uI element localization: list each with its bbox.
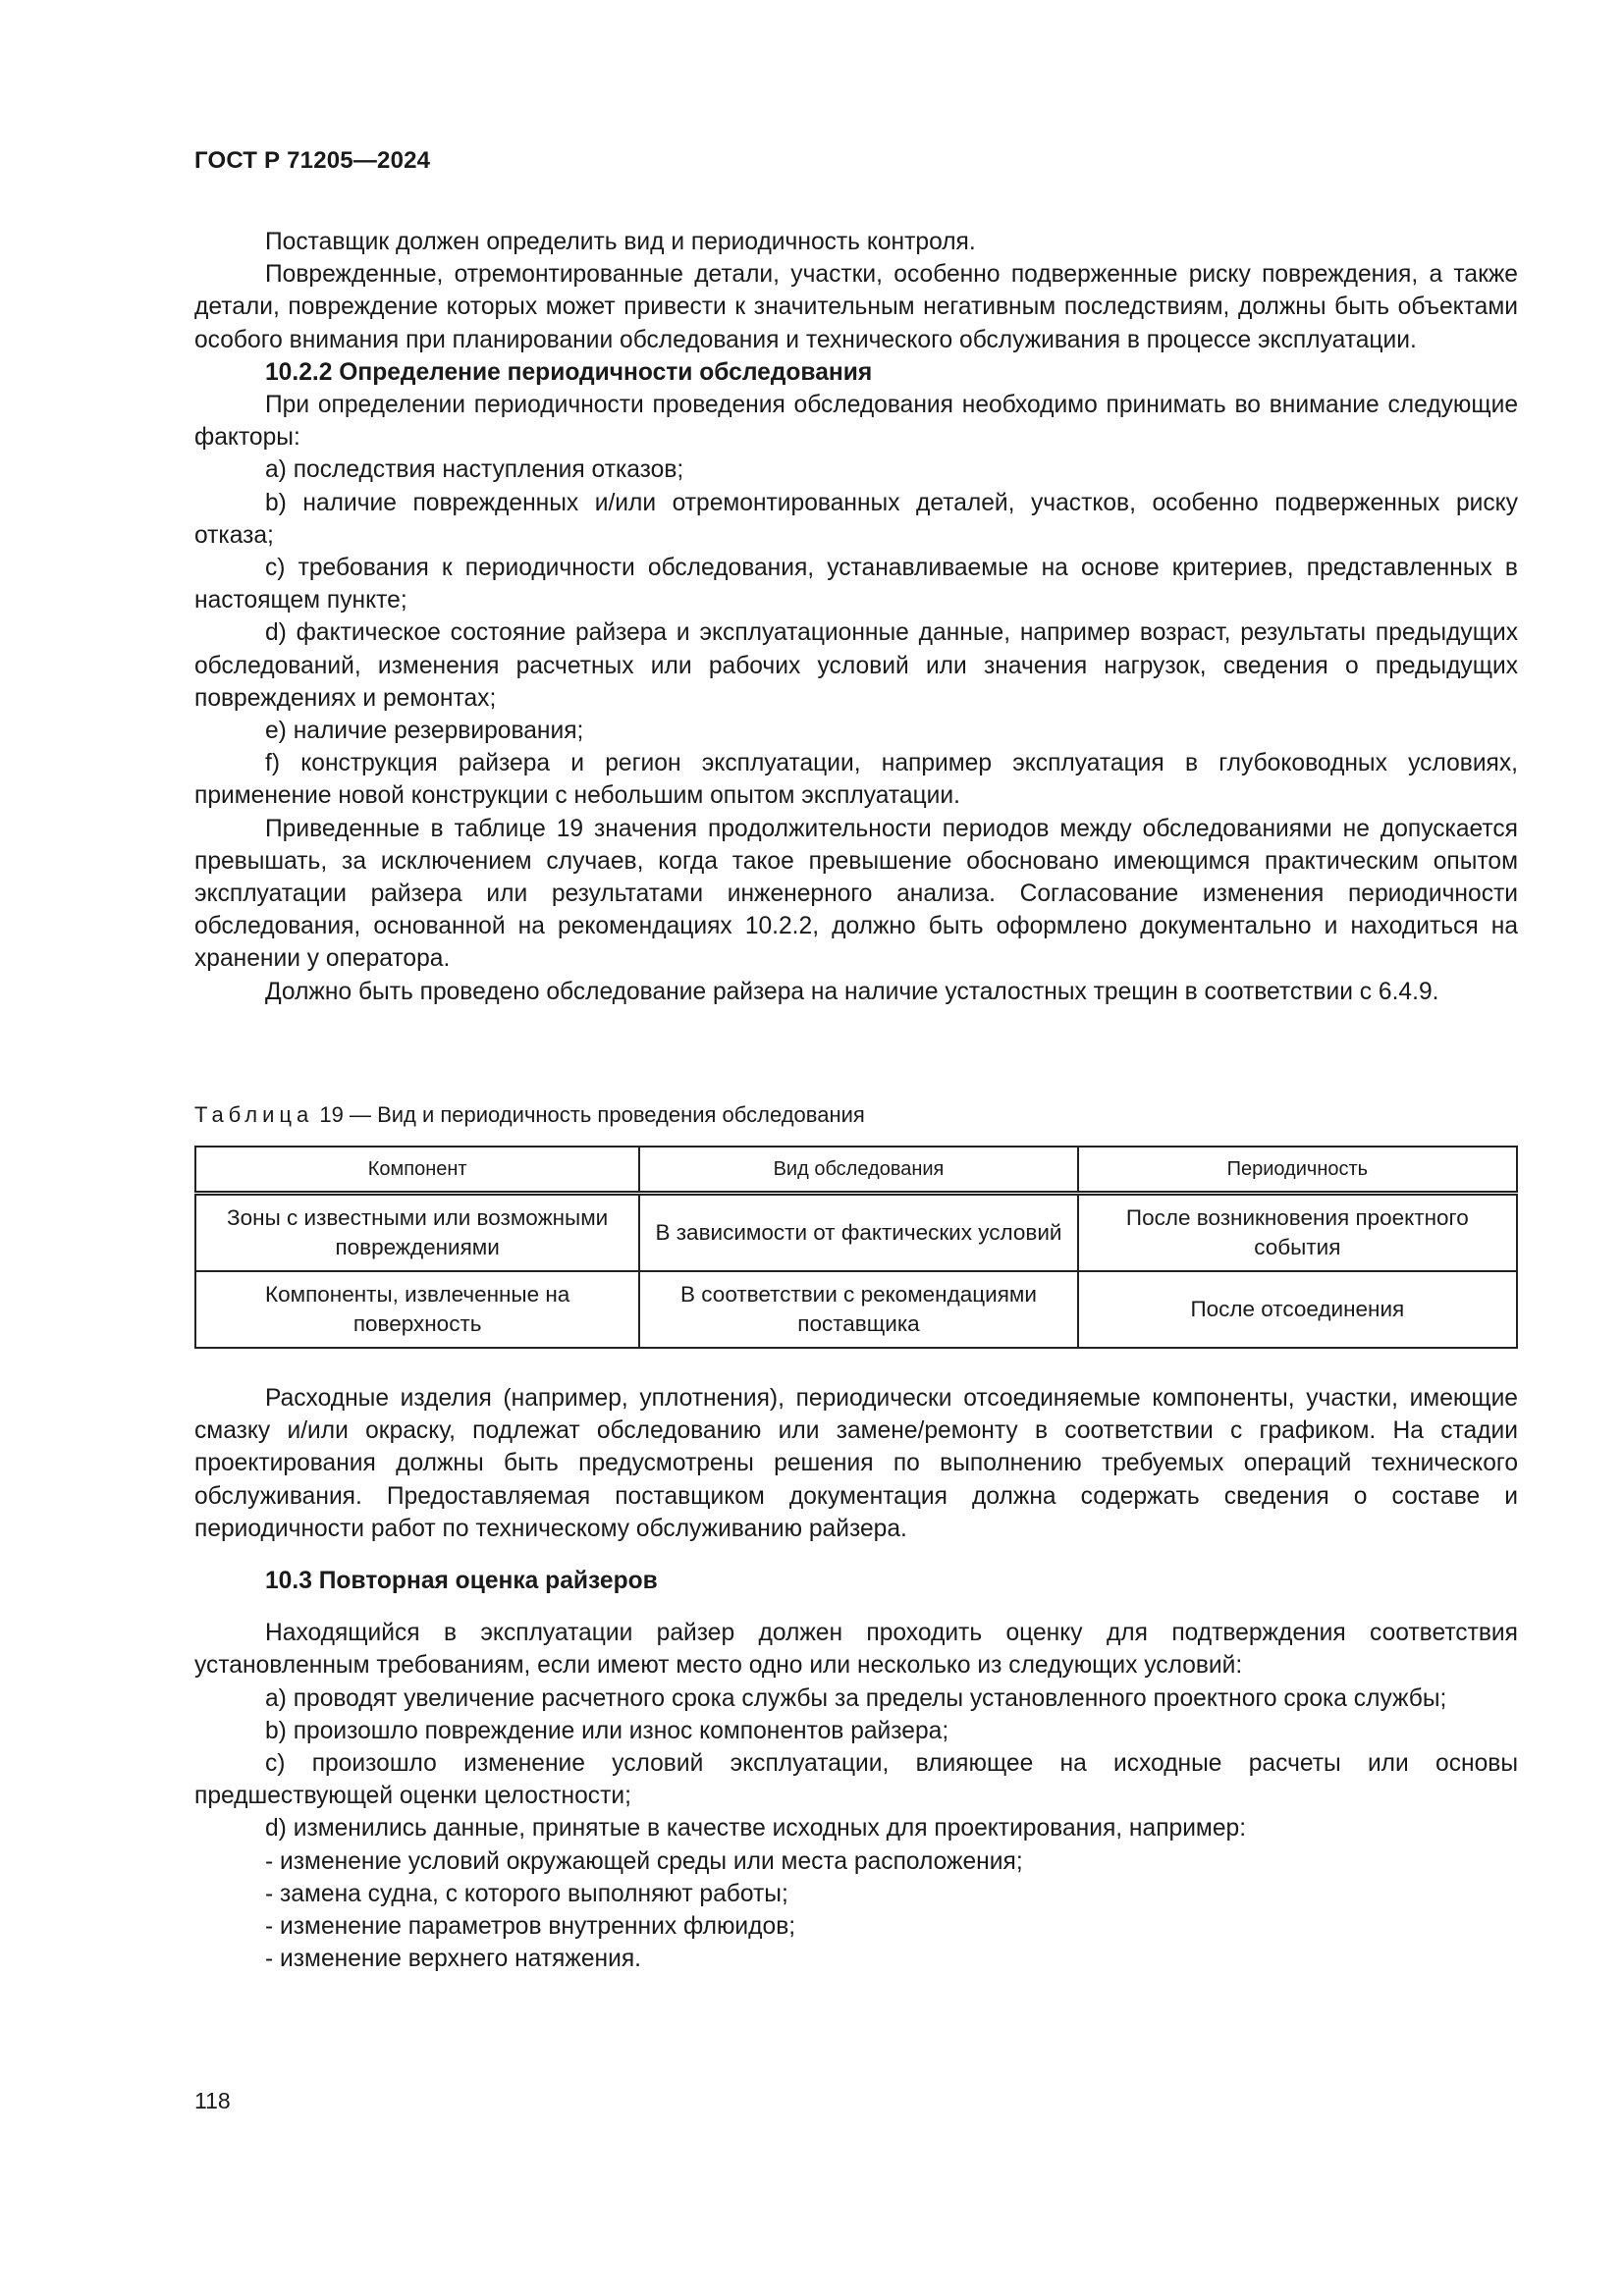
body-text-bottom [194,1382,1518,1975]
section-heading: 10.3 Повторная оценка райзеров [265,1568,658,1595]
list-item: c) требования к периодичности обследования, устанавливаемые на основе критериев, представленных в настоящем пункте; [194,555,1518,614]
section-heading: 10.2.2 Определение периодичности обследования [265,358,873,386]
paragraph: Поставщик должен определить вид и периодичность контроля. [265,229,976,255]
list-item: d) фактическое состояние райзера и эксплуатационные данные, например возраст, результаты предыдущих обследований, изменения расчетных или рабочих условий или значения нагрузок, сведения о предыдущих повреждениях и ремонтах; [194,619,1518,712]
dash-item: - изменение параметров внутренних флюидов; [265,1913,796,1941]
table-cell: Компоненты, извлеченные на поверхность [195,1271,639,1348]
dash-item: - изменение условий окружающей среды или места расположения; [265,1847,1023,1875]
table-cell: После отсоединения [1078,1271,1517,1348]
paragraph: Поврежденные, отремонтированные детали, участки, особенно подверженные риску повреждения, а также детали, повреждение которых может привести к значительным негативным последствиям, должны быть объектами особого внимания при планировании обследования и технического обслуживания в процессе эксплуатации. [194,261,1518,353]
paragraph: Приведенные в таблице 19 значения продолжительности периодов между обследованиями не допускается превышать, за исключением случаев, когда такое превышение обосновано имеющимся практическим опытом эксплуатации райзера или результатами инженерного анализа. Согласование изменения периодичности обследования, основанной на рекомендациях 10.2.2, должно быть оформлено документально и находиться на хранении у оператора. [194,815,1518,973]
table-cell: После возникновения проектного события [1078,1194,1517,1272]
list-item: c) произошло изменение условий эксплуатации, влияющее на исходные расчеты или основы предшествующей оценки целостности; [194,1750,1518,1810]
table-cell: В соответствии с рекомендациями поставщика [639,1271,1077,1348]
list-item: a) проводят увеличение расчетного срока службы за пределы установленного проектного срока службы; [265,1684,1447,1712]
list-item: d) изменились данные, принятые в качестве исходных для проектирования, например: [265,1815,1247,1842]
dash-item: - изменение верхнего натяжения. [265,1946,641,1973]
paragraph: Находящийся в эксплуатации райзер должен проходить оценку для подтверждения соответствия установленным требованиям, если имеют место одно или несколько из следующих условий: [194,1620,1518,1680]
table-row [195,1194,1517,1272]
list-item: b) произошло повреждение или износ компонентов райзера; [265,1717,949,1744]
list-item: f) конструкция райзера и регион эксплуатации, например эксплуатация в глубоководных условиях, применение новой конструкции с небольшим опытом эксплуатации. [194,750,1518,810]
paragraph: Расходные изделия (например, уплотнения), периодически отсоединяемые компоненты, участки, имеющие смазку и/или окраску, подлежат обследованию или замене/ремонту в соответствии с графиком. На стадии проектирования должны быть предусмотрены решения по выполнению требуемых операций технического обслуживания. Предоставляемая поставщиком документация должна содержать сведения о составе и периодичности работ по техническому обслуживанию райзера. [194,1385,1518,1542]
body-text-top [194,226,1518,1008]
column-header: Периодичность [1078,1147,1517,1194]
table-header-row [195,1147,1517,1194]
inspection-table [194,1146,1518,1349]
table-cell: В зависимости от фактических условий [639,1194,1077,1272]
dash-item: - замена судна, с которого выполняют работы; [265,1880,788,1907]
document-header: ГОСТ Р 71205—2024 [194,147,431,174]
table-caption [194,1102,865,1128]
table-caption-word: Таблица [194,1102,314,1127]
table-caption-text: 19 — Вид и периодичность проведения обследования [313,1102,865,1127]
table-row [195,1271,1517,1348]
column-header: Вид обследования [639,1147,1077,1194]
list-item: a) последствия наступления отказов; [265,456,684,484]
paragraph: При определении периодичности проведения обследования необходимо принимать во внимание следующие факторы: [194,392,1518,452]
column-header: Компонент [195,1147,639,1194]
table-cell: Зоны с известными или возможными повреждениями [195,1194,639,1272]
paragraph: Должно быть проведено обследование райзера на наличие усталостных трещин в соответствии с 6.4.9. [265,978,1439,1005]
list-item: b) наличие поврежденных и/или отремонтированных деталей, участков, особенно подверженных риску отказа; [194,489,1518,549]
list-item: e) наличие резервирования; [265,718,584,745]
page-number: 118 [194,2088,231,2113]
